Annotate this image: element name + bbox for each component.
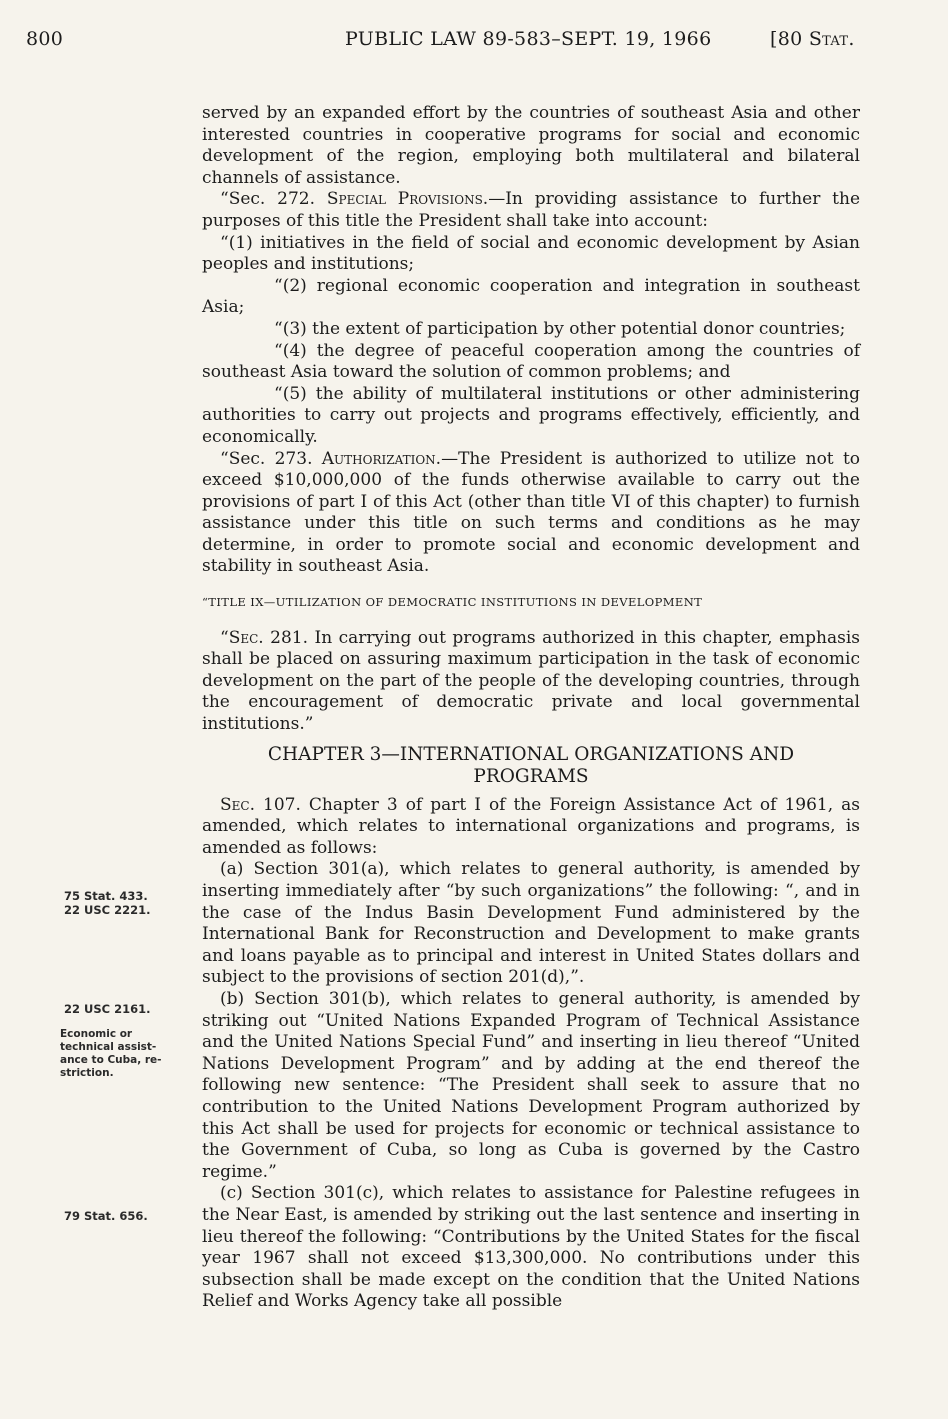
section-number: “Sec. 273. bbox=[220, 448, 313, 469]
margin-note-cuba-restriction bbox=[60, 1028, 162, 1080]
statute-volume-label: Stat. bbox=[808, 28, 855, 50]
list-item-4: “(4) the degree of peaceful cooperation among the countries of southeast Asia toward the solution of common problems; and bbox=[202, 340, 860, 383]
section-281 bbox=[202, 628, 860, 736]
list-item-2: “(2) regional economic cooperation and integration in southeast Asia; bbox=[202, 275, 860, 318]
list-item-5: “(5) the ability of multilateral institutions or other administering authorities to carry out projects and programs effectively, efficiently, and economically. bbox=[202, 383, 860, 447]
paragraph-continuation: served by an expanded effort by the countries of southeast Asia and other interested countries in cooperative programs for social and economic development of the region, employing both multilateral and bilateral channels of assistance. bbox=[202, 103, 860, 188]
page-number: 800 bbox=[26, 28, 64, 50]
margin-note-line: 22 USC 2221. bbox=[64, 903, 151, 917]
section-caption: Special Provisions. bbox=[326, 189, 489, 210]
margin-note-citation-1 bbox=[64, 889, 150, 917]
chapter-heading bbox=[202, 744, 860, 788]
list-item-1: “(1) initiatives in the field of social and economic development by Asian peoples and institutions; bbox=[202, 232, 860, 275]
section-number: “Sec. 272. bbox=[220, 189, 316, 210]
subsection-c: (c) Section 301(c), which relates to assistance for Palestine refugees in the Near East, is amended by striking out the last sentence and inserting in lieu thereof the following: “Contributions by the United States for the fiscal year 1967 shall not exceed $13,300,000. No contributions under this subsection shall be made except on the condition that the United Nations Relief and Works Agency take all possible bbox=[202, 1183, 860, 1312]
chapter-heading-line: PROGRAMS bbox=[473, 765, 589, 787]
statute-volume bbox=[770, 28, 855, 50]
section-number: “Sec. 281. bbox=[220, 627, 309, 648]
section-107 bbox=[202, 795, 860, 860]
chapter-heading-line: CHAPTER 3—INTERNATIONAL ORGANIZATIONS AND bbox=[267, 743, 795, 765]
section-text: —The President is authorized to utilize not to exceed $10,000,000 of the funds otherwise available to carry out the provisions of part I of this Act (other than title VI of this chapter) to furnish assistance under this title on such terms and conditions as he may determine, in order to promote social and economic development and stability in southeast Asia. bbox=[202, 448, 861, 577]
statute-volume-number: [80 bbox=[770, 28, 803, 50]
margin-note-line: striction. bbox=[60, 1067, 114, 1079]
section-caption: Authorization. bbox=[321, 448, 442, 469]
section-number: Sec. 107. bbox=[220, 794, 301, 815]
subsection-b: (b) Section 301(b), which relates to general authority, is amended by striking out “United Nations Expanded Program of Technical Assistance and the United Nations Special Fund” and inserting in lieu thereof “United Nations Development Program” and by adding at the end thereof the following new sentence: “The President shall seek to assure that no contribution to the United Nations Development Program authorized by this Act shall be used for projects for economic or technical assistance to the Government of Cuba, so long as Cuba is governed by the Castro regime.” bbox=[202, 988, 860, 1182]
margin-note-citation-2: 22 USC 2161. bbox=[64, 1002, 151, 1016]
main-text bbox=[202, 103, 860, 1313]
margin-note-line: technical assist- bbox=[60, 1041, 157, 1053]
title-ix-heading: “TITLE IX—UTILIZATION OF DEMOCRATIC INSTITUTIONS IN DEVELOPMENT bbox=[202, 595, 703, 610]
margin-note-line: Economic or bbox=[60, 1028, 133, 1040]
section-text: Chapter 3 of part I of the Foreign Assistance Act of 1961, as amended, which relates to international organizations and programs, is amended as follows: bbox=[202, 794, 861, 858]
margin-note-line: ance to Cuba, re- bbox=[60, 1054, 162, 1066]
subsection-a: (a) Section 301(a), which relates to general authority, is amended by inserting immediately after “by such organizations” the following: “, and in the case of the Indus Basin Development Fund administered by the International Bank for Reconstruction and Development to make grants and loans payable as to principal and interest in United States dollars and subject to the provisions of section 201(d),”. bbox=[202, 859, 860, 988]
section-273 bbox=[202, 449, 860, 579]
margin-notes bbox=[0, 0, 200, 1419]
margin-note-line: 75 Stat. 433. bbox=[64, 889, 148, 903]
running-title: PUBLIC LAW 89-583–SEPT. 19, 1966 bbox=[345, 28, 712, 50]
list-item-3: “(3) the extent of participation by other potential donor countries; bbox=[274, 318, 846, 339]
section-272 bbox=[202, 189, 860, 232]
margin-note-citation-3: 79 Stat. 656. bbox=[64, 1209, 148, 1223]
section-text: —In providing assistance to further the purposes of this title the President shall take into account: bbox=[202, 189, 861, 231]
section-text: In carrying out programs authorized in this chapter, emphasis shall be placed on assuring maximum participation in the task of economic development on the part of the people of the developing countries, through the encouragement of democratic private and local governmental institutions.” bbox=[202, 627, 860, 735]
